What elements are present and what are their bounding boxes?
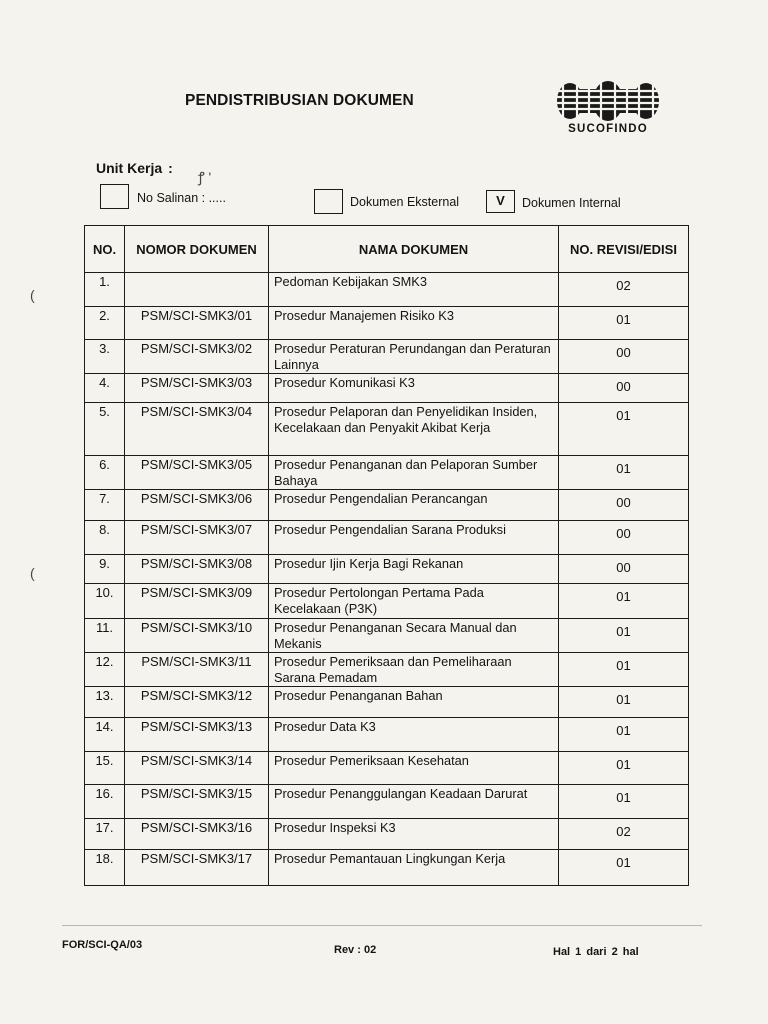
row-number: 13. <box>85 687 125 718</box>
nama-dokumen-cell: Prosedur Pemeriksaan Kesehatan <box>269 752 559 785</box>
nama-dokumen-cell: Prosedur Pertolongan Pertama Pada Kecelakaan (P3K) <box>269 584 559 619</box>
nomor-dokumen-cell: PSM/SCI-SMK3/15 <box>125 785 269 819</box>
row-number: 15. <box>85 752 125 785</box>
header-no: NO. <box>85 226 125 273</box>
nomor-dokumen-cell: PSM/SCI-SMK3/07 <box>125 521 269 555</box>
row-number: 18. <box>85 850 125 886</box>
dokumen-internal-label: Dokumen Internal <box>522 196 621 210</box>
nama-dokumen-cell: Prosedur Penanganan dan Pelaporan Sumber Bahaya <box>269 456 559 490</box>
table-row <box>85 273 689 307</box>
sucofindo-logo <box>556 80 660 138</box>
nomor-dokumen-cell: PSM/SCI-SMK3/05 <box>125 456 269 490</box>
table-row <box>85 340 689 374</box>
nomor-dokumen-cell: PSM/SCI-SMK3/13 <box>125 718 269 752</box>
nomor-dokumen-cell: PSM/SCI-SMK3/10 <box>125 619 269 653</box>
nama-dokumen-cell: Prosedur Data K3 <box>269 718 559 752</box>
dokumen-internal-checkbox[interactable]: V <box>486 190 515 213</box>
revisi-cell: 01 <box>559 456 689 490</box>
revisi-cell: 01 <box>559 307 689 340</box>
nama-dokumen-cell: Prosedur Penanganan Bahan <box>269 687 559 718</box>
nomor-dokumen-cell: PSM/SCI-SMK3/06 <box>125 490 269 521</box>
revisi-cell: 01 <box>559 619 689 653</box>
nama-dokumen-cell: Prosedur Pemantauan Lingkungan Kerja <box>269 850 559 886</box>
row-number: 8. <box>85 521 125 555</box>
nomor-dokumen-cell: PSM/SCI-SMK3/12 <box>125 687 269 718</box>
footer-divider <box>62 925 702 926</box>
table-row <box>85 752 689 785</box>
row-number: 6. <box>85 456 125 490</box>
logo-wordmark: SUCOFINDO <box>568 123 648 135</box>
nomor-dokumen-cell: PSM/SCI-SMK3/01 <box>125 307 269 340</box>
nama-dokumen-cell: Prosedur Pemeriksaan dan Pemeliharaan Sarana Pemadam <box>269 653 559 687</box>
row-number: 7. <box>85 490 125 521</box>
revisi-cell: 00 <box>559 374 689 403</box>
unit-kerja-colon: : <box>168 160 173 176</box>
nomor-dokumen-cell: PSM/SCI-SMK3/04 <box>125 403 269 456</box>
table-header-row <box>85 226 689 273</box>
nama-dokumen-cell: Prosedur Peraturan Perundangan dan Peraturan Lainnya <box>269 340 559 374</box>
row-number: 3. <box>85 340 125 374</box>
dokumen-eksternal-checkbox[interactable] <box>314 189 343 214</box>
table-row <box>85 785 689 819</box>
document-title: PENDISTRIBUSIAN DOKUMEN <box>185 92 414 109</box>
revisi-cell: 01 <box>559 584 689 619</box>
table-row <box>85 555 689 584</box>
nama-dokumen-cell: Prosedur Penanggulangan Keadaan Darurat <box>269 785 559 819</box>
nama-dokumen-cell: Prosedur Pengendalian Sarana Produksi <box>269 521 559 555</box>
row-number: 4. <box>85 374 125 403</box>
revisi-cell: 01 <box>559 752 689 785</box>
footer-revision: Rev : 02 <box>334 944 377 956</box>
nomor-dokumen-cell: PSM/SCI-SMK3/08 <box>125 555 269 584</box>
table-row <box>85 521 689 555</box>
row-number: 5. <box>85 403 125 456</box>
scan-margin-mark: ( <box>30 287 35 303</box>
nomor-dokumen-cell: PSM/SCI-SMK3/03 <box>125 374 269 403</box>
nama-dokumen-cell: Prosedur Manajemen Risiko K3 <box>269 307 559 340</box>
header-no-revisi: NO. REVISI/EDISI <box>559 226 689 273</box>
revisi-cell: 00 <box>559 340 689 374</box>
header-nomor-dokumen: NOMOR DOKUMEN <box>125 226 269 273</box>
nomor-dokumen-cell <box>125 273 269 307</box>
document-distribution-table <box>84 225 689 886</box>
table-row <box>85 718 689 752</box>
revisi-cell: 01 <box>559 785 689 819</box>
row-number: 11. <box>85 619 125 653</box>
table-row <box>85 819 689 850</box>
revisi-cell: 02 <box>559 273 689 307</box>
revisi-cell: 00 <box>559 521 689 555</box>
nomor-dokumen-cell: PSM/SCI-SMK3/16 <box>125 819 269 850</box>
table-row <box>85 850 689 886</box>
nomor-dokumen-cell: PSM/SCI-SMK3/17 <box>125 850 269 886</box>
row-number: 2. <box>85 307 125 340</box>
row-number: 16. <box>85 785 125 819</box>
unit-kerja-label <box>96 160 173 176</box>
header-nama-dokumen: NAMA DOKUMEN <box>269 226 559 273</box>
revisi-cell: 01 <box>559 653 689 687</box>
table-row <box>85 584 689 619</box>
scan-smudge: ꝭ ' <box>198 169 212 185</box>
table-row <box>85 653 689 687</box>
nama-dokumen-cell: Prosedur Pengendalian Perancangan <box>269 490 559 521</box>
revisi-cell: 02 <box>559 819 689 850</box>
row-number: 9. <box>85 555 125 584</box>
nama-dokumen-cell: Prosedur Ijin Kerja Bagi Rekanan <box>269 555 559 584</box>
nama-dokumen-cell: Pedoman Kebijakan SMK3 <box>269 273 559 307</box>
table-row <box>85 403 689 456</box>
table-row <box>85 619 689 653</box>
table-row <box>85 374 689 403</box>
no-salinan-checkbox[interactable] <box>100 184 129 209</box>
revisi-cell: 00 <box>559 490 689 521</box>
row-number: 10. <box>85 584 125 619</box>
nama-dokumen-cell: Prosedur Pelaporan dan Penyelidikan Insiden, Kecelakaan dan Penyakit Akibat Kerja <box>269 403 559 456</box>
nomor-dokumen-cell: PSM/SCI-SMK3/09 <box>125 584 269 619</box>
revisi-cell: 00 <box>559 555 689 584</box>
nomor-dokumen-cell: PSM/SCI-SMK3/02 <box>125 340 269 374</box>
revisi-cell: 01 <box>559 718 689 752</box>
nomor-dokumen-cell: PSM/SCI-SMK3/14 <box>125 752 269 785</box>
footer-page-number: Hal 1 dari 2 hal <box>553 946 639 958</box>
nomor-dokumen-cell: PSM/SCI-SMK3/11 <box>125 653 269 687</box>
table-row <box>85 307 689 340</box>
scan-margin-mark: ( <box>30 565 35 581</box>
table-row <box>85 490 689 521</box>
nama-dokumen-cell: Prosedur Penanganan Secara Manual dan Mekanis <box>269 619 559 653</box>
row-number: 1. <box>85 273 125 307</box>
row-number: 14. <box>85 718 125 752</box>
revisi-cell: 01 <box>559 850 689 886</box>
row-number: 17. <box>85 819 125 850</box>
table-row <box>85 687 689 718</box>
row-number: 12. <box>85 653 125 687</box>
table-row <box>85 456 689 490</box>
nama-dokumen-cell: Prosedur Komunikasi K3 <box>269 374 559 403</box>
dokumen-eksternal-label: Dokumen Eksternal <box>350 195 460 209</box>
unit-kerja-text: Unit Kerja <box>96 160 163 176</box>
nama-dokumen-cell: Prosedur Inspeksi K3 <box>269 819 559 850</box>
footer-form-code: FOR/SCI-QA/03 <box>62 939 143 951</box>
revisi-cell: 01 <box>559 403 689 456</box>
revisi-cell: 01 <box>559 687 689 718</box>
no-salinan-label: No Salinan : ..... <box>137 191 226 205</box>
globe-icon <box>556 80 660 122</box>
